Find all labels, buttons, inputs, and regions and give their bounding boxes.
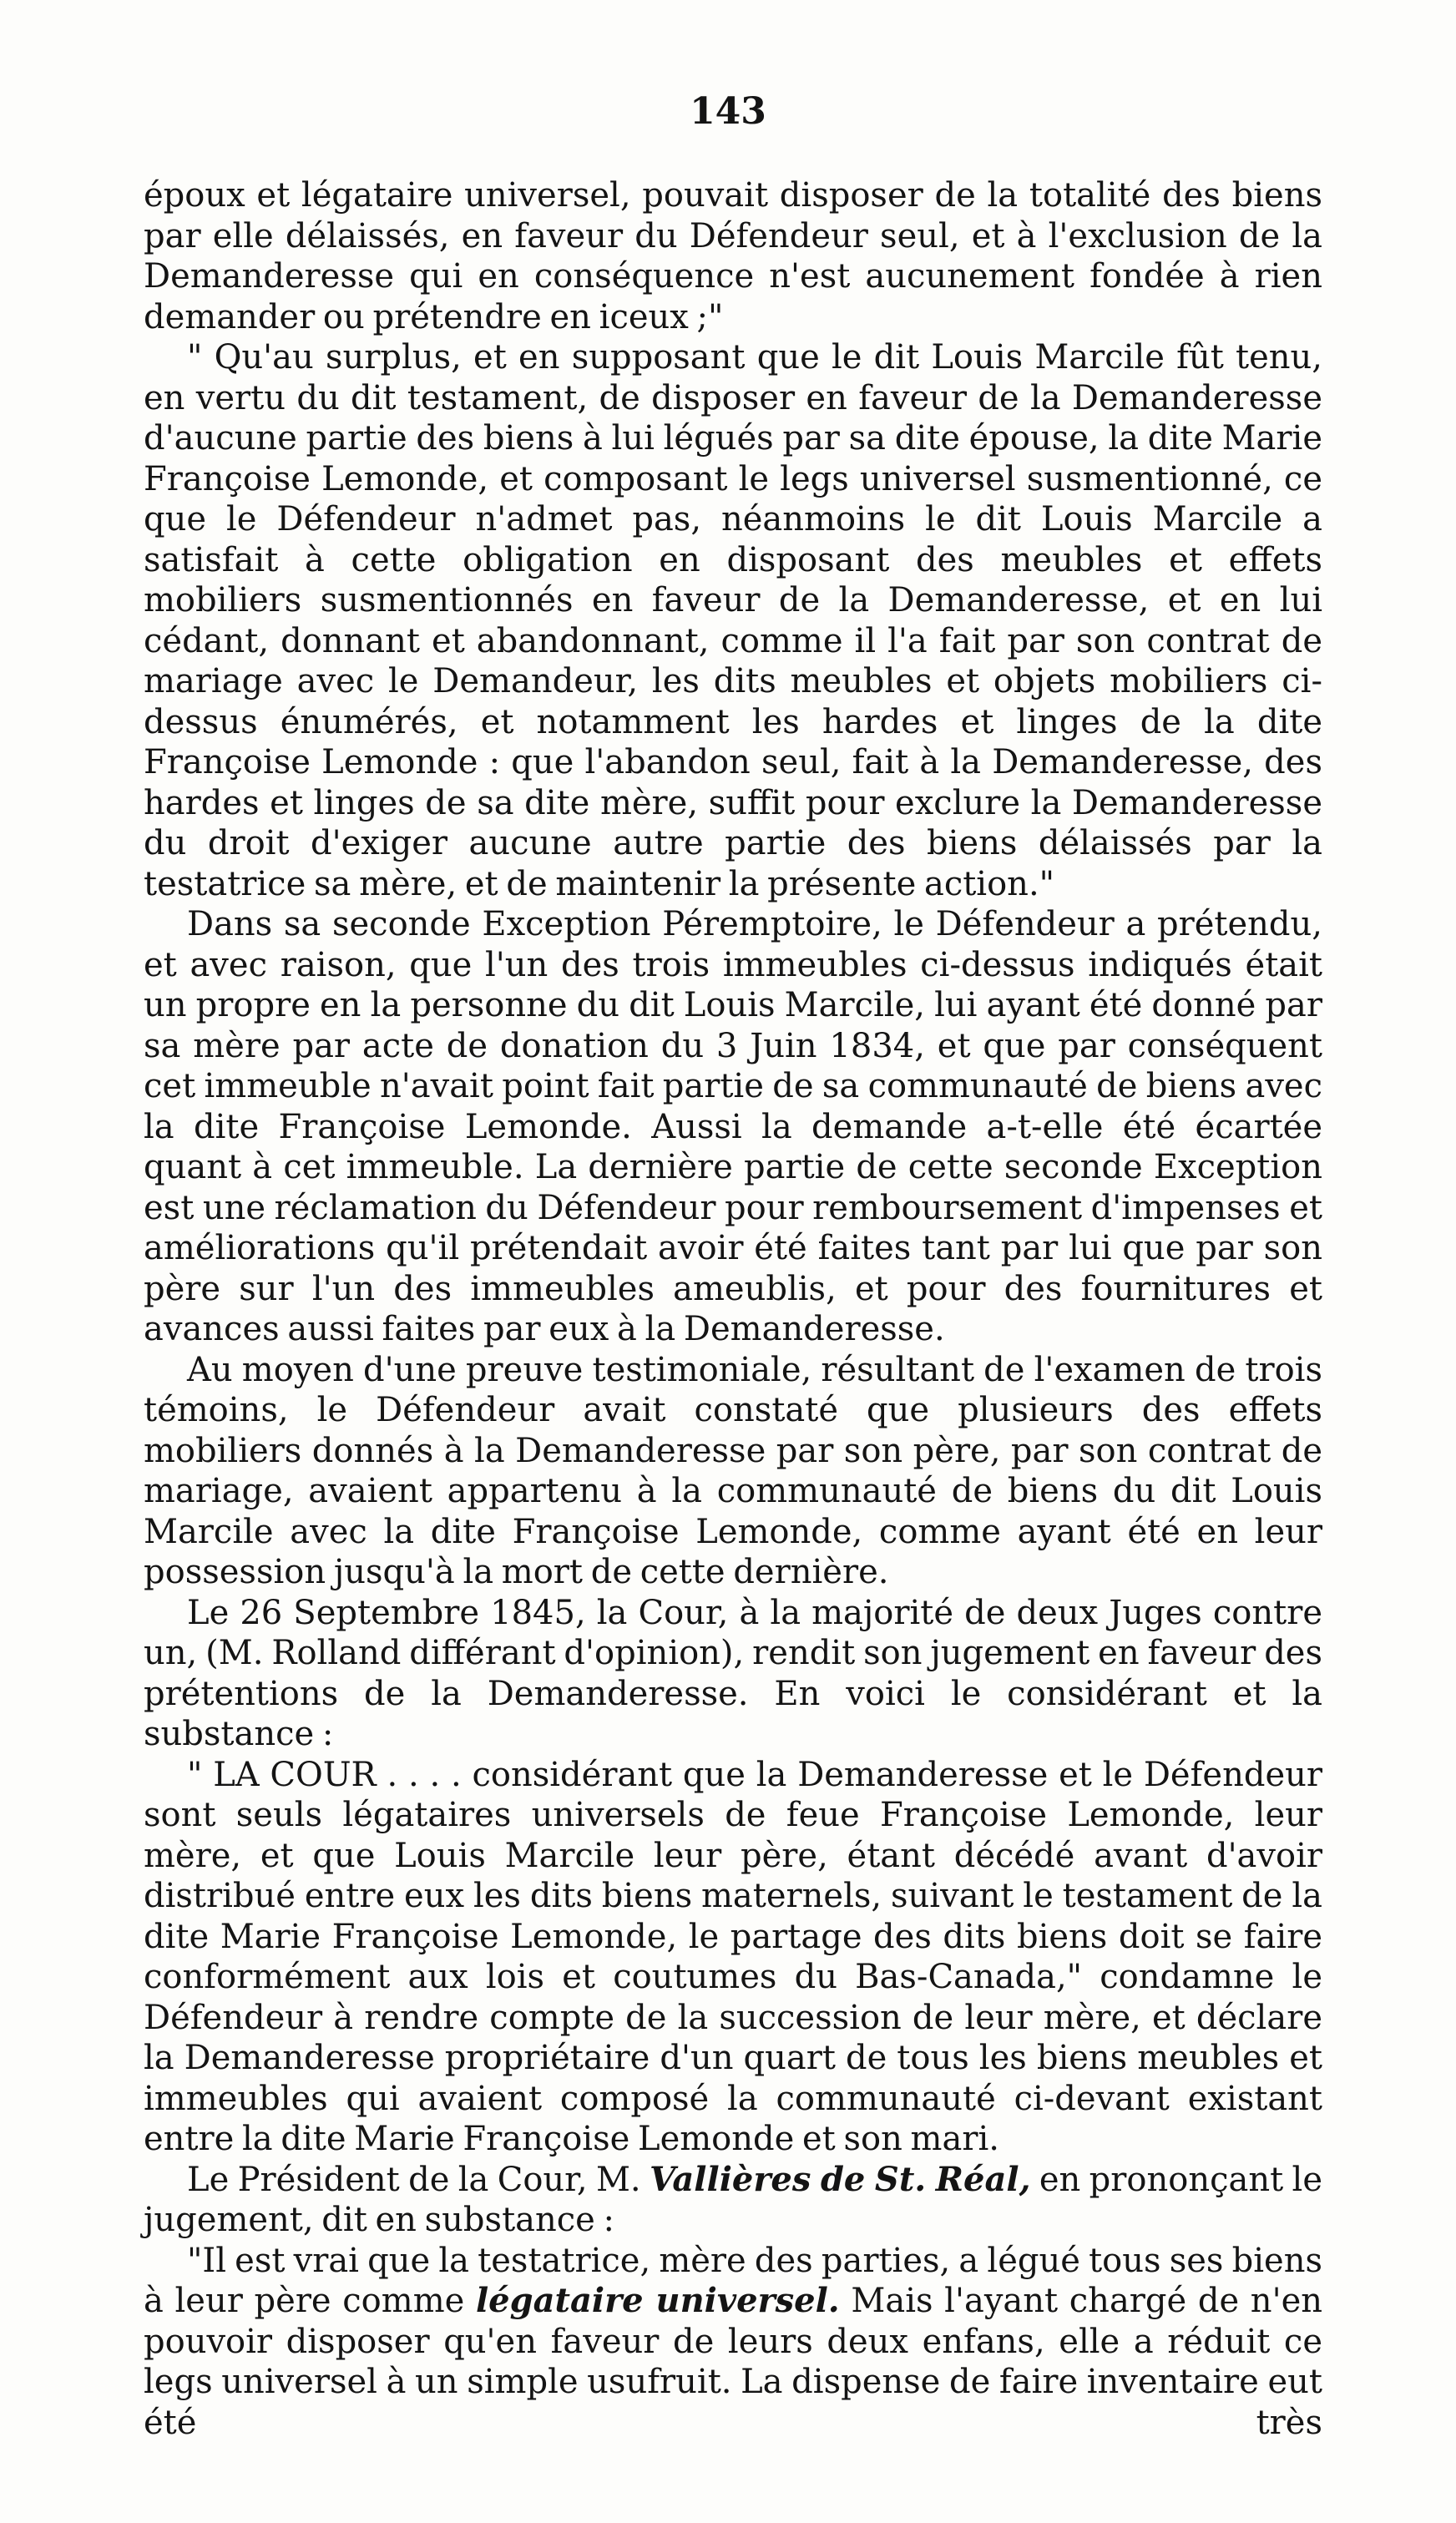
paragraph-1: époux et légataire universel, pouvait disposer de la totalité des biens par elle délaissés, en faveur du Défendeur seul, et à l'exclusion de la Demanderesse qui en conséquence n'est aucunement fondée à rien demander ou prétendre en iceux ;": [144, 176, 1322, 336]
legal-term: légataire universel.: [475, 2281, 840, 2320]
judge-name: Vallières de St. Réal,: [650, 2159, 1031, 2199]
paragraph-8: "Il est vrai que la testatrice, mère des parties, a légué tous ses biens à leur père comme légataire universel. Mais l'ayant chargé de n'en pouvoir disposer qu'en faveur de leurs deux enfans, elle a réduit ce legs universel à un simple usufruit. La dispense de faire inventaire eut été très: [144, 2241, 1322, 2442]
paragraph-6: " LA COUR . . . . considérant que la Demanderesse et le Défendeur sont seuls légataires universels de feue Françoise Lemonde, leur mère, et que Louis Marcile leur père, étant décédé avant d'avoir distribué entre eux les dits biens maternels, suivant le testament de la dite Marie Françoise Lemonde, le partage des dits biens doit se faire conformément aux lois et coutumes du Bas-Canada," condamne le Défendeur à rendre compte de la succession de leur mère, et déclare la Demanderesse propriétaire d'un quart de tous les biens meubles et immeubles qui avaient composé la communauté ci-devant existant entre la dite Marie Françoise Lemonde et son mari.: [144, 1755, 1322, 2158]
body-text: [144, 175, 1322, 2443]
paragraph-3: Dans sa seconde Exception Péremptoire, le Défendeur a prétendu, et avec raison, que l'un des trois immeubles ci-dessus indiqués était un propre en la personne du dit Louis Marcile, lui ayant été donné par sa mère par acte de donation du 3 Juin 1834, et que par conséquent cet immeuble n'avait point fait partie de sa communauté de biens avec la dite Françoise Lemonde. Aussi la demande a-t-elle été écartée quant à cet immeuble. La dernière partie de cette seconde Exception est une réclamation du Défendeur pour remboursement d'impenses et améliorations qu'il prétendait avoir été faites tant par lui que par son père sur l'un des immeubles ameublis, et pour des fournitures et avances aussi faites par eux à la Demanderesse.: [144, 905, 1322, 1348]
paragraph-2: " Qu'au surplus, et en supposant que le dit Louis Marcile fût tenu, en vertu du dit testament, de disposer en faveur de la Demanderesse d'aucune partie des biens à lui légués par sa dite épouse, la dite Marie Françoise Lemonde, et composant le legs universel susmentionné, ce que le Défendeur n'admet pas, néanmoins le dit Louis Marcile a satisfait à cette obligation en disposant des meubles et effets mobiliers susmentionnés en faveur de la Demanderesse, et en lui cédant, donnant et abandonnant, comme il l'a fait par son contrat de mariage avec le Demandeur, les dits meubles et objets mobiliers ci-dessus énumérés, et notamment les hardes et linges de la dite Françoise Lemonde : que l'abandon seul, fait à la Demanderesse, des hardes et linges de sa dite mère, suffit pour exclure la Demanderesse du droit d'exiger aucune autre partie des biens délaissés par la testatrice sa mère, et de maintenir la présente action.": [144, 338, 1322, 903]
paragraph-4: Au moyen d'une preuve testimoniale, résultant de l'examen de trois témoins, le Défendeur avait constaté que plusieurs des effets mobiliers donnés à la Demanderesse par son père, par son contrat de mariage, avaient appartenu à la communauté de biens du dit Louis Marcile avec la dite Françoise Lemonde, comme ayant été en leur possession jusqu'à la mort de cette dernière.: [144, 1350, 1322, 1591]
paragraph-7: Le Président de la Cour, M. Vallières de St. Réal, en prononçant le jugement, dit en substance :: [144, 2159, 1323, 2239]
paragraph-5: Le 26 Septembre 1845, la Cour, à la majorité de deux Juges contre un, (M. Rolland différant d'opinion), rendit son jugement en faveur des prétentions de la Demanderesse. En voici le considérant et la substance :: [144, 1593, 1322, 1753]
page-number: 143: [690, 90, 766, 133]
